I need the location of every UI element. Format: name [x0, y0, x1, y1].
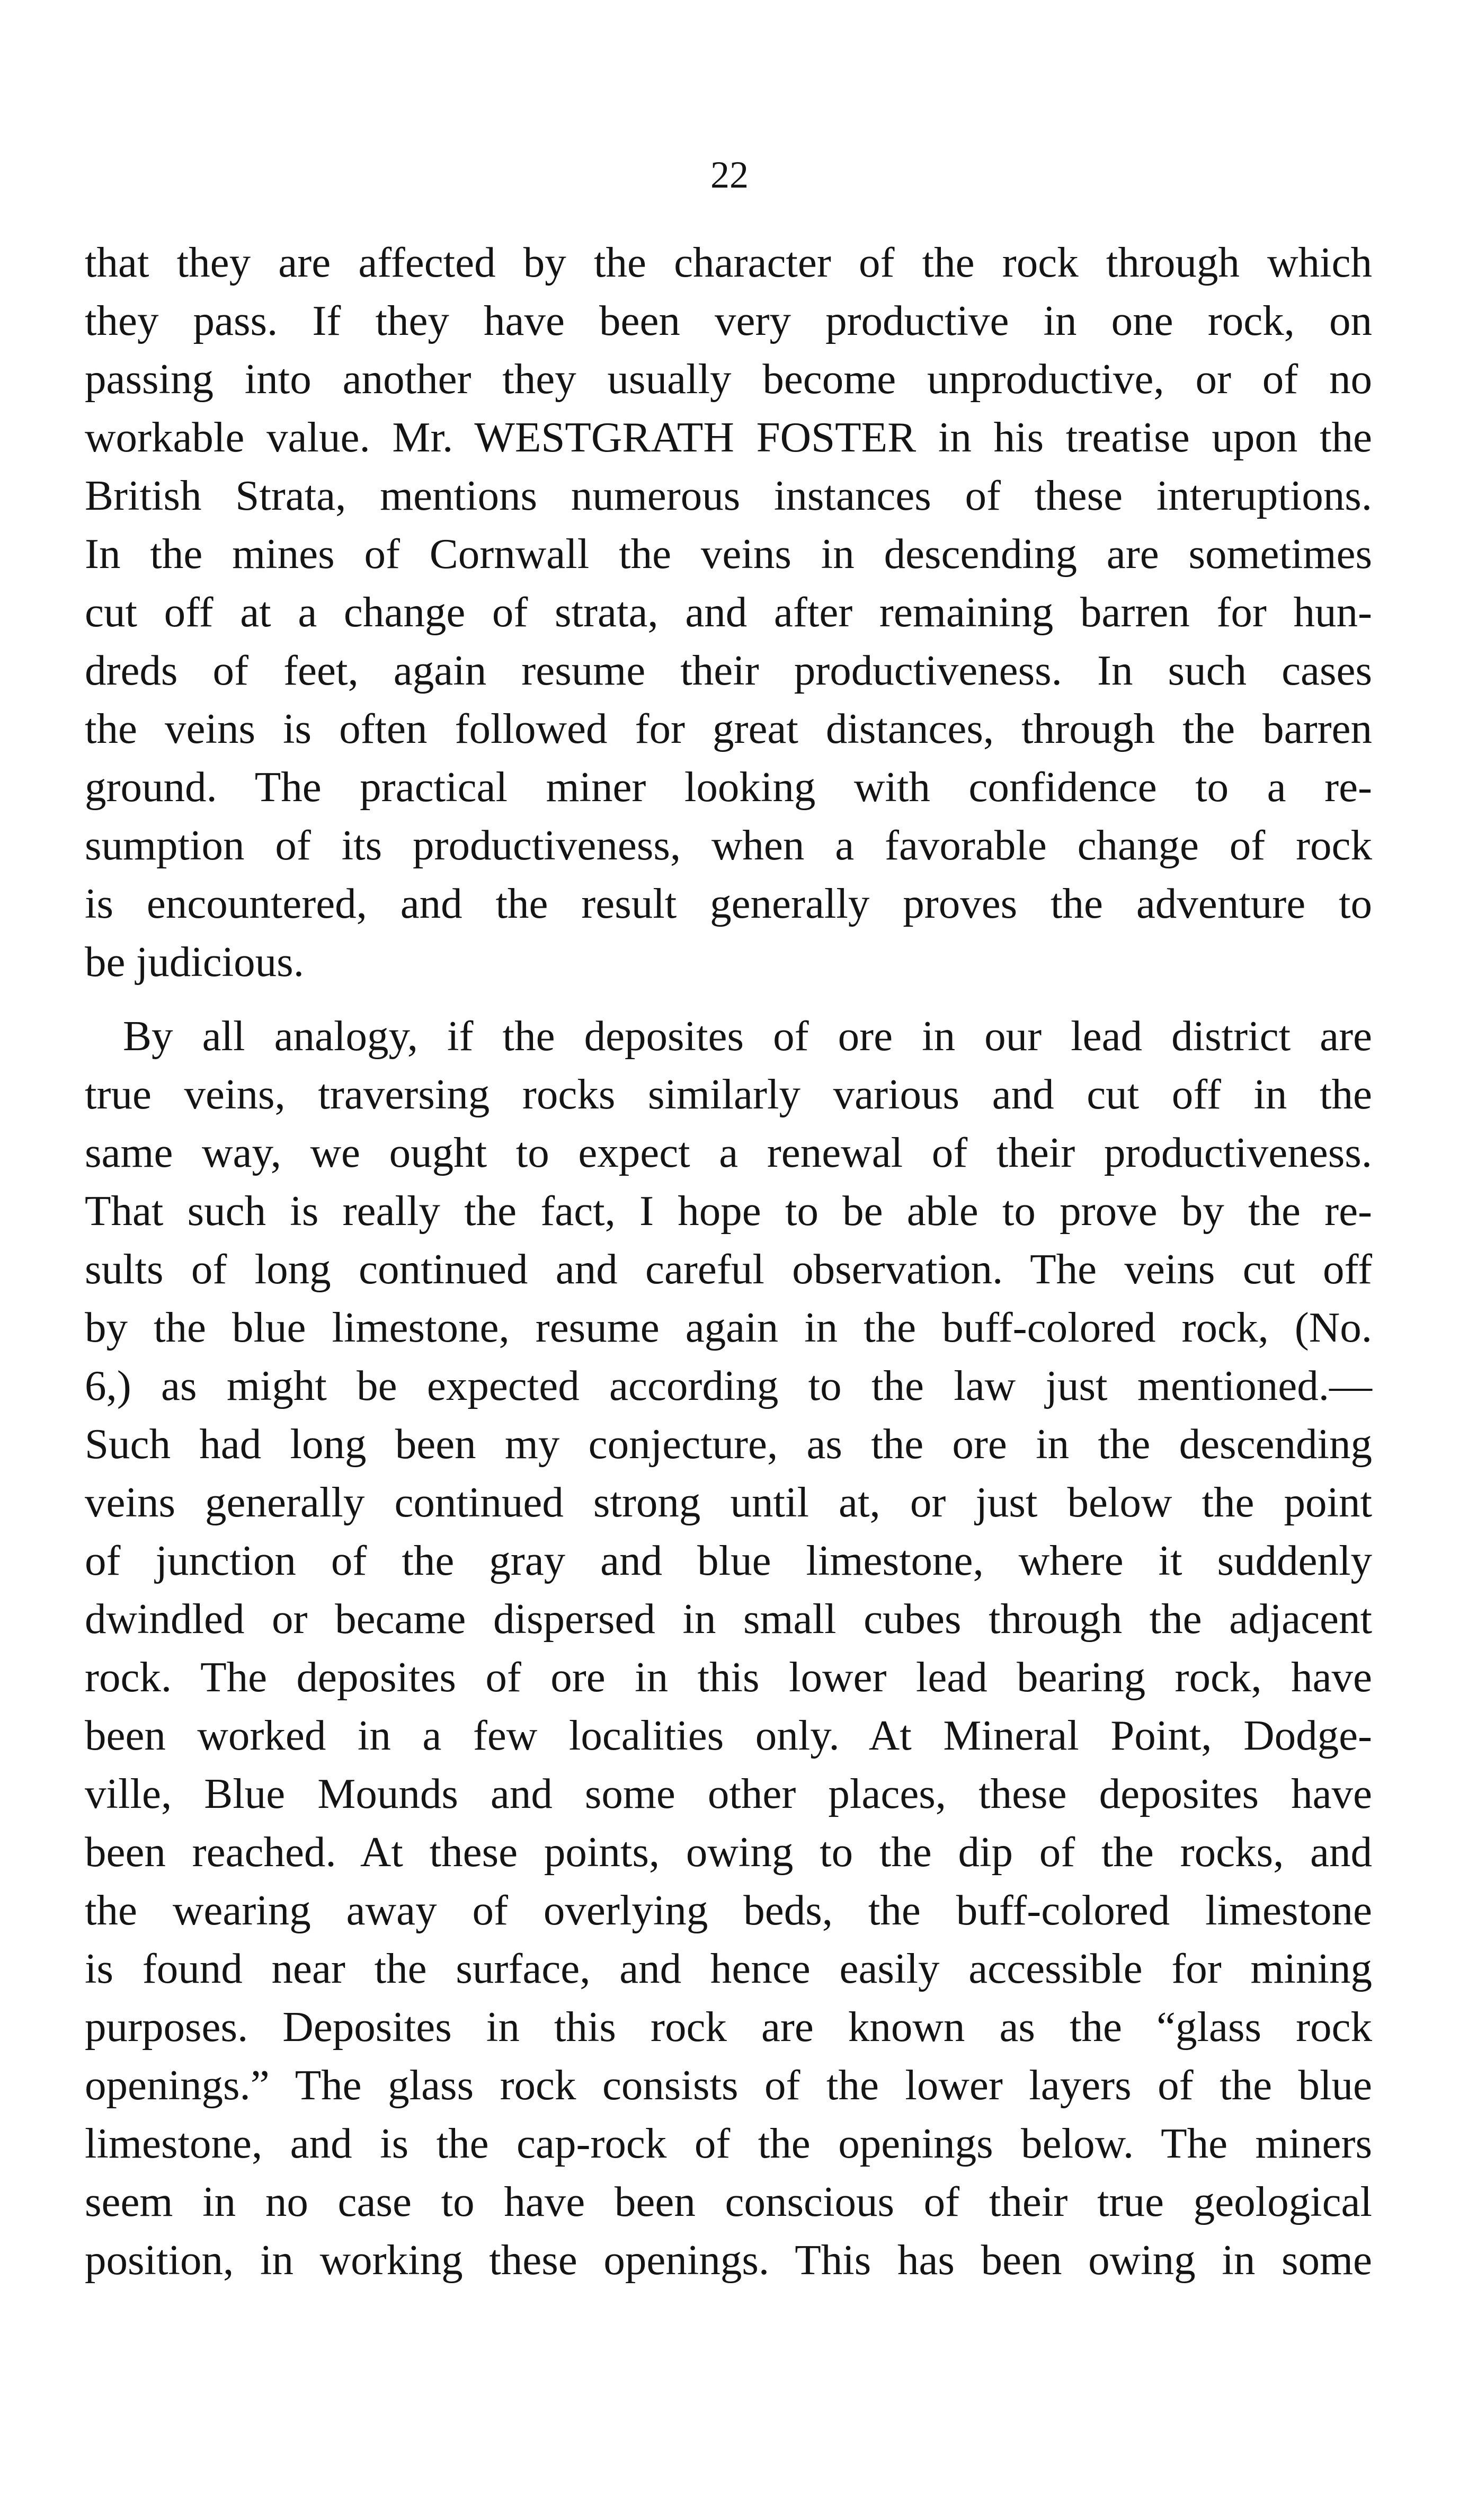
text-line: the veins is often followed for great distances, through the barren: [85, 705, 1372, 752]
text-line: true veins, traversing rocks similarly various and cut off in the: [85, 1070, 1372, 1118]
text-line: By all analogy, if the deposites of ore in our lead district are: [123, 1012, 1372, 1060]
text-line: Such had long been my conjecture, as the ore in the descending: [85, 1420, 1372, 1468]
text-line: ground. The practical miner looking with confidence to a re-: [85, 763, 1372, 811]
text-line: rock. The deposites of ore in this lower lead bearing rock, have: [85, 1653, 1372, 1701]
text-line: purposes. Deposites in this rock are known as the “glass rock: [85, 2003, 1372, 2051]
text-line: ville, Blue Mounds and some other places, these deposites have: [85, 1770, 1372, 1817]
text-line: sumption of its productiveness, when a favorable change of rock: [85, 821, 1372, 869]
text-line: they pass. If they have been very productive in one rock, on: [85, 297, 1372, 344]
text-line: that they are affected by the character of the rock through which: [85, 238, 1372, 286]
text-line: passing into another they usually become unproductive, or of no: [85, 355, 1372, 403]
text-line: the wearing away of overlying beds, the buff-colored limestone: [85, 1886, 1372, 1934]
text-line: seem in no case to have been conscious of their true geological: [85, 2178, 1372, 2225]
text-line: workable value. Mr. WESTGRATH FOSTER in his treatise upon the: [85, 413, 1372, 461]
text-line: be judicious.: [85, 938, 304, 986]
text-line: is found near the surface, and hence easily accessible for mining: [85, 1945, 1372, 1992]
text-line: sults of long continued and careful observation. The veins cut off: [85, 1245, 1372, 1293]
text-line: That such is really the fact, I hope to be able to prove by the re-: [85, 1187, 1372, 1235]
text-line: is encountered, and the result generally proves the adventure to: [85, 880, 1372, 927]
text-line: by the blue limestone, resume again in the buff-colored rock, (No.: [85, 1303, 1372, 1351]
page-number: 22: [710, 154, 749, 196]
text-line: been worked in a few localities only. At Mineral Point, Dodge-: [85, 1711, 1372, 1759]
text-line: dreds of feet, again resume their productiveness. In such cases: [85, 646, 1372, 694]
text-line: position, in working these openings. This has been owing in some: [85, 2236, 1372, 2284]
text-line: limestone, and is the cap-rock of the openings below. The miners: [85, 2119, 1372, 2167]
text-line: same way, we ought to expect a renewal of their productiveness.: [85, 1129, 1372, 1176]
text-line: British Strata, mentions numerous instances of these interuptions.: [85, 472, 1372, 519]
text-line: been reached. At these points, owing to the dip of the rocks, and: [85, 1828, 1372, 1876]
text-line: veins generally continued strong until at, or just below the point: [85, 1478, 1372, 1526]
text-line: cut off at a change of strata, and after remaining barren for hun-: [85, 588, 1372, 636]
text-line: 6,) as might be expected according to the law just mentioned.—: [85, 1362, 1372, 1409]
text-line: In the mines of Cornwall the veins in descending are sometimes: [85, 530, 1372, 578]
text-line: openings.” The glass rock consists of the lower layers of the blue: [85, 2061, 1372, 2109]
text-line: dwindled or became dispersed in small cubes through the adjacent: [85, 1595, 1372, 1643]
text-line: of junction of the gray and blue limestone, where it suddenly: [85, 1537, 1372, 1584]
